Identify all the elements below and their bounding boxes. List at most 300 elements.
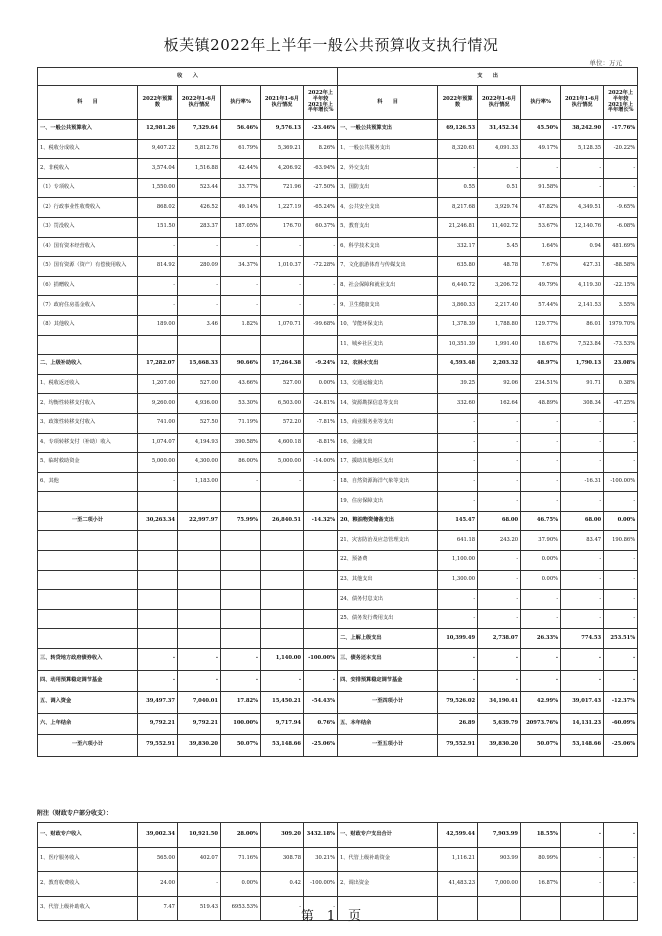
value-cell: -24.81% <box>304 394 338 414</box>
value-cell: 1979.70% <box>604 315 638 335</box>
table-row <box>38 315 638 335</box>
income-item-cell: 6、其他 <box>38 472 138 492</box>
value-cell: 15,668.33 <box>178 355 221 375</box>
value-cell: 1.82% <box>221 315 261 335</box>
value-cell: -9.65% <box>604 198 638 218</box>
table-row <box>38 531 638 551</box>
value-cell: 50.07% <box>221 735 261 757</box>
value-cell: 0.00% <box>604 511 638 531</box>
value-cell: - <box>521 472 561 492</box>
value-cell: -99.68% <box>304 315 338 335</box>
income-item-cell <box>38 629 138 649</box>
value-cell: 4,936.00 <box>178 394 221 414</box>
value-cell: 21,246.81 <box>438 217 478 237</box>
value-cell: 308.78 <box>261 847 304 872</box>
value-cell <box>304 531 338 551</box>
value-cell: 18.55% <box>521 823 561 848</box>
value-cell: 9,407.22 <box>138 139 178 159</box>
income-item-cell <box>38 492 138 512</box>
value-cell: 0.00% <box>304 374 338 394</box>
expense-section-header: 支 出 <box>338 68 638 86</box>
value-cell: 23.08% <box>604 355 638 375</box>
value-cell: 86.01 <box>561 315 604 335</box>
value-cell: - <box>561 670 604 692</box>
value-cell: 15,450.21 <box>261 692 304 714</box>
value-cell: - <box>561 413 604 433</box>
value-cell: - <box>604 570 638 590</box>
value-cell: 1,991.40 <box>478 335 521 355</box>
value-cell: 48.78 <box>478 257 521 277</box>
value-cell: - <box>478 570 521 590</box>
value-cell: 68.00 <box>561 511 604 531</box>
value-cell: 519.43 <box>178 896 221 921</box>
value-cell: - <box>178 237 221 257</box>
value-cell: 9,717.94 <box>261 713 304 735</box>
expense-item-cell: 9、卫生健康支出 <box>338 296 438 316</box>
value-cell: 92.06 <box>478 374 521 394</box>
table-row <box>38 692 638 714</box>
income-item-cell <box>38 570 138 590</box>
value-cell: -47.25% <box>604 394 638 414</box>
value-cell: 17,264.38 <box>261 355 304 375</box>
value-cell: 4,300.00 <box>178 453 221 473</box>
expense-item-cell: 四、安排预算稳定调节基金 <box>338 670 438 692</box>
value-cell: -100.00% <box>604 472 638 492</box>
value-cell: 8,320.61 <box>438 139 478 159</box>
table-row <box>38 159 638 179</box>
value-cell: -63.94% <box>304 159 338 179</box>
value-cell: 57.44% <box>521 296 561 316</box>
value-cell: 16.87% <box>521 872 561 897</box>
table-row <box>38 413 638 433</box>
value-cell: - <box>261 237 304 257</box>
table-row <box>38 120 638 140</box>
value-cell: 10,351.39 <box>438 335 478 355</box>
value-cell: 5.45 <box>478 237 521 257</box>
value-cell: 9,792.21 <box>178 713 221 735</box>
expense-item-cell: 三、债务还本支出 <box>338 649 438 671</box>
value-cell: - <box>604 823 638 848</box>
column-header: 2021年1-6月执行情况 <box>261 86 304 120</box>
value-cell: - <box>221 276 261 296</box>
value-cell <box>261 590 304 610</box>
value-cell: 12,140.76 <box>561 217 604 237</box>
value-cell: 38,242.90 <box>561 120 604 140</box>
value-cell <box>178 492 221 512</box>
value-cell: - <box>521 670 561 692</box>
value-cell <box>221 335 261 355</box>
table-row <box>38 394 638 414</box>
value-cell <box>138 492 178 512</box>
income-item-cell: 5、临时救助资金 <box>38 453 138 473</box>
value-cell: - <box>304 670 338 692</box>
value-cell: 26.33% <box>521 629 561 649</box>
value-cell: 280.09 <box>178 257 221 277</box>
income-item-cell: 一至六项小计 <box>38 735 138 757</box>
page-number: 第 1 页 <box>300 909 362 924</box>
income-item-cell: （6）捐赠收入 <box>38 276 138 296</box>
value-cell: 145.47 <box>438 511 478 531</box>
income-item-cell: 二、上级补助收入 <box>38 355 138 375</box>
value-cell: - <box>261 276 304 296</box>
value-cell: -88.58% <box>604 257 638 277</box>
value-cell: 79,552.91 <box>438 735 478 757</box>
value-cell <box>178 335 221 355</box>
value-cell: 4,600.18 <box>261 433 304 453</box>
value-cell <box>221 551 261 571</box>
value-cell: 7.67% <box>521 257 561 277</box>
value-cell: - <box>438 590 478 610</box>
value-cell: 3.46 <box>178 315 221 335</box>
value-cell: 5,639.79 <box>478 713 521 735</box>
value-cell <box>138 551 178 571</box>
value-cell: - <box>304 472 338 492</box>
table-row <box>38 139 638 159</box>
expense-item-cell: 18、自然资源海洋气象等支出 <box>338 472 438 492</box>
value-cell: 741.00 <box>138 413 178 433</box>
value-cell: 1,140.00 <box>261 649 304 671</box>
value-cell: 39,497.37 <box>138 692 178 714</box>
value-cell: 0.00% <box>521 570 561 590</box>
expense-item-cell: 8、社会保障和就业支出 <box>338 276 438 296</box>
income-item-cell: （1）专项收入 <box>38 178 138 198</box>
value-cell: 61.79% <box>221 139 261 159</box>
value-cell: 151.50 <box>138 217 178 237</box>
table-row <box>38 847 638 872</box>
value-cell: 26.89 <box>438 713 478 735</box>
value-cell: 0.76% <box>304 713 338 735</box>
value-cell: - <box>438 433 478 453</box>
value-cell <box>221 590 261 610</box>
table-row <box>38 551 638 571</box>
value-cell: 39,830.20 <box>178 735 221 757</box>
value-cell <box>178 551 221 571</box>
value-cell: 14,131.23 <box>561 713 604 735</box>
expense-item-cell: 2、外交支出 <box>338 159 438 179</box>
value-cell: - <box>561 590 604 610</box>
value-cell: -72.28% <box>304 257 338 277</box>
value-cell: 641.18 <box>438 531 478 551</box>
value-cell: 2,738.07 <box>478 629 521 649</box>
value-cell: - <box>478 670 521 692</box>
table-row <box>38 198 638 218</box>
appendix-note: 附注（财政专户部分收支）： <box>37 810 113 817</box>
income-item-cell: （2）行政事业性收费收入 <box>38 198 138 218</box>
value-cell: 48.89% <box>521 394 561 414</box>
value-cell: 4,206.92 <box>261 159 304 179</box>
expense-item-cell: 17、援助其他地区支出 <box>338 453 438 473</box>
value-cell: 309.20 <box>261 823 304 848</box>
value-cell: 37.90% <box>521 531 561 551</box>
value-cell: 190.86% <box>604 531 638 551</box>
column-header: 2022年预算数 <box>138 86 178 120</box>
value-cell <box>304 492 338 512</box>
income-item-cell <box>38 531 138 551</box>
table-row <box>38 670 638 692</box>
value-cell <box>304 551 338 571</box>
value-cell: 2,203.32 <box>478 355 521 375</box>
income-item-cell: （3）罚没收入 <box>38 217 138 237</box>
value-cell: 60.37% <box>304 217 338 237</box>
value-cell: - <box>438 159 478 179</box>
value-cell: 402.07 <box>178 847 221 872</box>
value-cell: -22.15% <box>604 276 638 296</box>
value-cell <box>261 570 304 590</box>
value-cell: 41,483.23 <box>438 872 478 897</box>
value-cell: 42.99% <box>521 692 561 714</box>
value-cell: 7,040.01 <box>178 692 221 714</box>
value-cell: 71.16% <box>221 847 261 872</box>
table-row <box>38 178 638 198</box>
column-header: 科 目 <box>38 86 138 120</box>
value-cell: 30.21% <box>304 847 338 872</box>
value-cell: - <box>604 609 638 629</box>
income-item-cell: 3、代管上级补助收入 <box>38 896 138 921</box>
income-item-cell: 一至二项小计 <box>38 511 138 531</box>
value-cell: -60.09% <box>604 713 638 735</box>
expense-item-cell: 1、一般公共服务支出 <box>338 139 438 159</box>
table-row <box>38 257 638 277</box>
value-cell: - <box>221 670 261 692</box>
value-cell: - <box>478 159 521 179</box>
income-item-cell: 六、上年结余 <box>38 713 138 735</box>
value-cell: - <box>604 433 638 453</box>
value-cell: 39,017.43 <box>561 692 604 714</box>
value-cell: - <box>438 670 478 692</box>
value-cell: 1,516.88 <box>178 159 221 179</box>
value-cell: - <box>478 413 521 433</box>
table-row <box>38 472 638 492</box>
value-cell: 11,402.72 <box>478 217 521 237</box>
value-cell: 426.52 <box>178 198 221 218</box>
value-cell: -25.06% <box>304 735 338 757</box>
value-cell <box>138 629 178 649</box>
value-cell: 308.34 <box>561 394 604 414</box>
value-cell: 8.26% <box>304 139 338 159</box>
value-cell: - <box>521 492 561 512</box>
expense-item-cell: 一、一般公共预算支出 <box>338 120 438 140</box>
value-cell: 189.00 <box>138 315 178 335</box>
value-cell: 18.67% <box>521 335 561 355</box>
value-cell: 86.00% <box>221 453 261 473</box>
value-cell: -54.43% <box>304 692 338 714</box>
value-cell: 2,141.53 <box>561 296 604 316</box>
value-cell <box>304 609 338 629</box>
value-cell <box>178 531 221 551</box>
value-cell: 253.51% <box>604 629 638 649</box>
value-cell: - <box>261 670 304 692</box>
value-cell <box>304 570 338 590</box>
value-cell: 49.79% <box>521 276 561 296</box>
expense-item-cell: 19、住房保障支出 <box>338 492 438 512</box>
budget-table <box>37 67 638 757</box>
value-cell: - <box>521 590 561 610</box>
value-cell: 565.00 <box>138 847 178 872</box>
value-cell: - <box>561 847 604 872</box>
value-cell: 4,349.51 <box>561 198 604 218</box>
value-cell: 91.71 <box>561 374 604 394</box>
expense-item-cell: 23、其他支出 <box>338 570 438 590</box>
expense-item-cell: 1、代管上级补助资金 <box>338 847 438 872</box>
value-cell: - <box>438 649 478 671</box>
value-cell <box>304 590 338 610</box>
value-cell: -7.81% <box>304 413 338 433</box>
value-cell: 100.00% <box>221 713 261 735</box>
value-cell: 48.97% <box>521 355 561 375</box>
table-row <box>38 276 638 296</box>
table-row <box>38 453 638 473</box>
value-cell: 46.75% <box>521 511 561 531</box>
income-item-cell: 三、转贷地方政府债券收入 <box>38 649 138 671</box>
table-row <box>38 609 638 629</box>
value-cell: - <box>438 492 478 512</box>
value-cell: 3,860.33 <box>438 296 478 316</box>
value-cell: 129.77% <box>521 315 561 335</box>
expense-item-cell: 10、节能环保支出 <box>338 315 438 335</box>
value-cell: - <box>561 551 604 571</box>
value-cell: - <box>604 159 638 179</box>
value-cell: 527.50 <box>178 413 221 433</box>
expense-item-cell: 14、资源勘探信息等支出 <box>338 394 438 414</box>
value-cell: 69,126.53 <box>438 120 478 140</box>
value-cell: 283.37 <box>178 217 221 237</box>
expense-item-cell: 3、国防支出 <box>338 178 438 198</box>
value-cell: - <box>221 296 261 316</box>
value-cell: 49.14% <box>221 198 261 218</box>
value-cell: - <box>438 609 478 629</box>
value-cell: -8.81% <box>304 433 338 453</box>
expense-item-cell: 21、灾害防治及应急管理支出 <box>338 531 438 551</box>
value-cell: 7,903.99 <box>478 823 521 848</box>
value-cell <box>261 335 304 355</box>
value-cell: - <box>304 296 338 316</box>
value-cell: -9.24% <box>304 355 338 375</box>
value-cell: 8,217.68 <box>438 198 478 218</box>
income-item-cell <box>38 335 138 355</box>
value-cell: 34.37% <box>221 257 261 277</box>
value-cell: 1,100.00 <box>438 551 478 571</box>
expense-item-cell: 13、交通运输支出 <box>338 374 438 394</box>
value-cell <box>261 551 304 571</box>
value-cell: 187.05% <box>221 217 261 237</box>
value-cell: 7.47 <box>138 896 178 921</box>
value-cell: 10,399.49 <box>438 629 478 649</box>
value-cell: 9,792.21 <box>138 713 178 735</box>
value-cell: - <box>521 433 561 453</box>
value-cell: 9,576.13 <box>261 120 304 140</box>
income-item-cell: 五、调入资金 <box>38 692 138 714</box>
value-cell: 1,227.19 <box>261 198 304 218</box>
value-cell: - <box>561 433 604 453</box>
value-cell: 6953.53% <box>221 896 261 921</box>
value-cell: 4,593.48 <box>438 355 478 375</box>
value-cell: - <box>178 276 221 296</box>
value-cell: - <box>178 649 221 671</box>
value-cell: - <box>561 492 604 512</box>
income-item-cell: 2、教育收费收入 <box>38 872 138 897</box>
value-cell: - <box>478 453 521 473</box>
value-cell <box>138 590 178 610</box>
table-row <box>38 237 638 257</box>
value-cell: - <box>304 237 338 257</box>
value-cell: - <box>604 670 638 692</box>
value-cell: - <box>561 570 604 590</box>
value-cell: 5,128.35 <box>561 139 604 159</box>
value-cell: 6,503.00 <box>261 394 304 414</box>
value-cell: - <box>138 296 178 316</box>
table-row <box>38 735 638 757</box>
value-cell: 43.66% <box>221 374 261 394</box>
value-cell: 0.38% <box>604 374 638 394</box>
income-item-cell: 4、专项转移支付（补助）收入 <box>38 433 138 453</box>
income-item-cell <box>38 551 138 571</box>
value-cell: 390.58% <box>221 433 261 453</box>
value-cell: 572.20 <box>261 413 304 433</box>
value-cell: - <box>438 472 478 492</box>
value-cell: 39,830.20 <box>478 735 521 757</box>
income-item-cell: 一、财政专户收入 <box>38 823 138 848</box>
value-cell: 5,812.76 <box>178 139 221 159</box>
value-cell: 176.70 <box>261 217 304 237</box>
value-cell: - <box>604 453 638 473</box>
value-cell <box>178 609 221 629</box>
value-cell: 0.55 <box>438 178 478 198</box>
value-cell: 0.00% <box>221 872 261 897</box>
value-cell: - <box>478 551 521 571</box>
value-cell: 20973.76% <box>521 713 561 735</box>
value-cell: 80.99% <box>521 847 561 872</box>
value-cell: - <box>604 872 638 897</box>
value-cell: - <box>261 896 304 921</box>
value-cell: 17,282.07 <box>138 355 178 375</box>
value-cell: - <box>521 649 561 671</box>
value-cell: 45.50% <box>521 120 561 140</box>
value-cell: - <box>561 178 604 198</box>
value-cell <box>138 609 178 629</box>
value-cell: - <box>561 159 604 179</box>
value-cell: - <box>521 159 561 179</box>
value-cell: - <box>604 178 638 198</box>
value-cell: - <box>561 649 604 671</box>
value-cell: 79,552.91 <box>138 735 178 757</box>
value-cell: 635.80 <box>438 257 478 277</box>
value-cell: 53.67% <box>521 217 561 237</box>
value-cell: 91.58% <box>521 178 561 198</box>
value-cell: - <box>221 649 261 671</box>
value-cell: -20.22% <box>604 139 638 159</box>
table-row <box>38 492 638 512</box>
value-cell: - <box>478 590 521 610</box>
value-cell: 22,997.97 <box>178 511 221 531</box>
table-row <box>38 872 638 897</box>
expense-item-cell: 16、金融支出 <box>338 433 438 453</box>
value-cell: - <box>478 609 521 629</box>
value-cell: 5,000.00 <box>138 453 178 473</box>
value-cell: -65.24% <box>304 198 338 218</box>
expense-item-cell: 20、粮油物资储备支出 <box>338 511 438 531</box>
value-cell: - <box>604 590 638 610</box>
value-cell <box>221 531 261 551</box>
value-cell: 28.00% <box>221 823 261 848</box>
value-cell: 3,206.72 <box>478 276 521 296</box>
income-item-cell: 一、一般公共预算收入 <box>38 120 138 140</box>
value-cell: 0.51 <box>478 178 521 198</box>
value-cell: 1,116.21 <box>438 847 478 872</box>
value-cell: 75.99% <box>221 511 261 531</box>
value-cell: 1,788.80 <box>478 315 521 335</box>
value-cell: - <box>138 276 178 296</box>
value-cell: - <box>138 472 178 492</box>
